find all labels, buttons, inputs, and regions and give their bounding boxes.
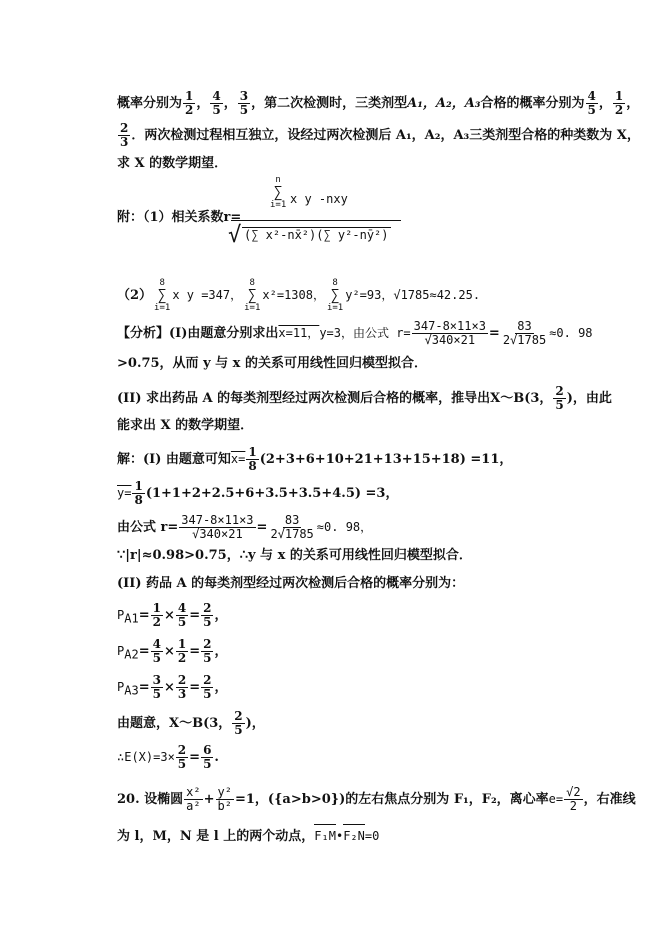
solution-line-1 — [117, 446, 512, 473]
appendix-item-2 — [117, 278, 480, 313]
text: x=11， — [278, 326, 320, 340]
text: >0.75，从而 y 与 x 的关系可用线性回归模型拟合． — [117, 356, 427, 371]
text: y= — [117, 486, 132, 500]
text: ，第二次检测时，三类剂型 — [251, 96, 408, 111]
fraction: $\frac{2}{5}$ — [234, 709, 243, 737]
text: ，右准线 — [583, 792, 636, 807]
fraction: $\frac{1}{2}$ — [185, 89, 194, 117]
fraction: $\frac{\text{y²}}{\text{b²}}$ — [217, 785, 232, 813]
text: (II) 药品 A 的每类剂型经过两次检测后合格的概率分别为： — [117, 576, 465, 591]
fraction: $\frac{2}{5}$ — [177, 743, 187, 771]
fraction: $\frac{2}{5}$ — [203, 673, 212, 701]
fraction: $\frac{4}{5}$ — [212, 89, 221, 117]
formula-numerator — [228, 170, 403, 220]
text: ．两次检测过程相互独立，设经过两次检测后 A₁，A₂，A₃三类剂型合格的种类数为 X， — [131, 128, 640, 143]
text: 解：(I) 由题意可知 — [117, 452, 231, 467]
fraction: $\frac{2}{3}$ — [120, 121, 129, 149]
binomial-line — [117, 710, 265, 737]
appendix-label — [117, 208, 241, 228]
text: y²=93， — [345, 288, 394, 302]
text: 【分析】 — [117, 326, 170, 341]
fraction: $\frac{347-8\times 11\times 3}{√340\times 21}$ — [413, 319, 486, 347]
text: ∴E(X)=3× — [117, 750, 175, 764]
text: 为 l，M，N 是 l 上的两个动点， — [117, 829, 315, 844]
text: ≈0. 98 — [549, 326, 593, 340]
text: √1785≈42.25. — [393, 288, 481, 302]
expectation-line: ∴E(X)=3× $\frac{2}{5}$ = $\frac{6}{5}$ . — [117, 743, 219, 771]
text: (II) 求出药品 A 的每类剂型经过两次检测后合格的概率，推导出X～B(3， — [117, 391, 553, 406]
fraction: $\frac{2}{3}$ — [177, 673, 187, 701]
solution-line-5 — [117, 574, 464, 594]
text: 合格的概率分别为 — [480, 96, 585, 111]
fraction: $\frac{4}{5}$ — [587, 89, 596, 117]
text: 能求出 X 的数学期望． — [117, 418, 254, 433]
text: 附：（1）相关系数r= — [117, 210, 242, 225]
pa2-line: $P_{A2}=$ $\frac{4}{5}$ × $\frac{1}{2}$ = $\frac{2}{5}$ ， — [117, 637, 228, 665]
fraction: $\frac{4}{5}$ — [152, 637, 161, 665]
intro-line-1: 概率分别为 $\frac{1}{2}$ ， $\frac{4}{5}$ ， $\frac{3}{5}$ ，第二次检测时，三类剂型A₁，A₂，A₃合格的概率分别为 $\frac{4}{5}$ ， $\frac{1}{2}$ ， — [117, 89, 640, 117]
sigma: 8 ∑ i=1 — [326, 278, 344, 313]
intro-line-2 — [117, 122, 640, 149]
denominator-text: (∑ x²-nx̄²)(∑ y²-nȳ²) — [244, 228, 389, 242]
text: =1，({a>b>0})的左右焦点分别为 F₁，F₂，离心率 — [234, 792, 549, 807]
text: =0 — [364, 829, 380, 843]
text: 设椭圆 — [144, 792, 184, 807]
fraction: $\frac{\text{x²}}{\text{a²}}$ — [186, 785, 201, 813]
pa3-line: $P_{A3}=$ $\frac{3}{5}$ × $\frac{2}{3}$ = $\frac{2}{5}$ ， — [117, 673, 228, 701]
problem-number: 20. — [117, 792, 140, 807]
text: y=3，由公式 r= — [319, 326, 411, 340]
text: )， — [245, 716, 265, 731]
text: (1+1+2+2.5+6+3.5+3.5+4.5) =3， — [145, 486, 399, 501]
fraction: $\frac{2}{5}$ — [203, 637, 212, 665]
text: x y =347， — [172, 288, 243, 302]
text: ∵|r|≈0.98>0.75，∴y 与 x 的关系可用线性回归模型拟合． — [117, 548, 472, 563]
text: (I)由题意分别求出 — [169, 326, 279, 341]
fraction: $\frac{3}{5}$ — [239, 89, 249, 117]
vector-f1m: F₁M — [314, 824, 336, 846]
text: ≈0. 98， — [316, 520, 373, 534]
text: )，由此 — [566, 391, 612, 406]
analysis-line-4 — [117, 416, 253, 436]
fraction: $\frac{1}{8}$ — [134, 479, 143, 507]
fraction: $\frac{1}{8}$ — [248, 445, 257, 473]
text: x= — [230, 452, 246, 466]
text: 求 X 的数学期望． — [117, 156, 228, 171]
analysis-line-3 — [117, 385, 612, 412]
fraction: $\frac{4}{5}$ — [177, 601, 187, 629]
fraction: $\frac{1}{2}$ — [614, 89, 624, 117]
vector-f2n: F₂N — [343, 824, 365, 846]
text: (2+3+6+10+21+13+15+18) =11， — [259, 452, 513, 467]
fraction: $\frac{2}{5}$ — [555, 384, 564, 412]
text: x²=1308， — [262, 288, 325, 302]
fraction: $\frac{83}{2√1785}$ — [502, 319, 547, 347]
text: （2） — [117, 288, 153, 303]
problem-20-line-1: 20. 设椭圆 $\frac{\text{x²}}{\text{a²}}$ + $\frac{\text{y²}}{\text{b²}}$ =1，({a>b>0})的左右焦点分别为 F₁，F₂，离心率e= $\frac{√2}{2}$ ，右准线 — [117, 785, 636, 813]
solution-line-3: 由公式 r= $\frac{347-8\times 11\times 3}{√340\times 21}$ = $\frac{83}{2√1785}$ ≈0. 98， — [117, 513, 373, 541]
fraction: $\frac{1}{2}$ — [152, 601, 161, 629]
text: 由题意，X～B(3， — [117, 716, 232, 731]
fraction: $\frac{3}{5}$ — [152, 673, 161, 701]
sigma: n ∑ i=1 — [270, 175, 287, 210]
numerator-text: x y -nxy — [290, 192, 348, 206]
sigma: 8 ∑ i=1 — [154, 278, 171, 313]
fraction: $\frac{1}{2}$ — [177, 637, 187, 665]
intro-line-3 — [117, 154, 227, 174]
text: 由公式 r= — [117, 520, 179, 535]
solution-line-2 — [117, 480, 398, 507]
fraction: $\frac{6}{5}$ — [203, 743, 212, 771]
sigma: 8 ∑ i=1 — [244, 278, 261, 313]
problem-20-line-2: 为 l，M，N 是 l 上的两个动点，F₁M•F₂N=0 — [117, 824, 379, 847]
correlation-formula — [228, 170, 403, 251]
fraction: $\frac{2}{5}$ — [203, 601, 212, 629]
text: 概率分别为 — [117, 96, 183, 111]
formula-denominator: √ (∑ x²-nx̄²)(∑ y²-nȳ²) — [228, 223, 389, 248]
analysis-line-1: 【分析】(I)由题意分别求出x=11，y=3，由公式 r= $\frac{347-8\times 11\times 3}{√340\times 21}$ = $\frac{83}{2√1785}$ ≈0. 98 — [117, 319, 593, 347]
fraction: $\frac{√2}{2}$ — [566, 785, 581, 813]
text: A₁，A₂，A₃ — [407, 96, 481, 111]
analysis-line-2 — [117, 354, 427, 374]
pa1-line: $P_{A1}=$ $\frac{1}{2}$ × $\frac{4}{5}$ = $\frac{2}{5}$ ， — [117, 601, 228, 629]
fraction: $\frac{347-8\times 11\times 3}{√340\times 21}$ — [181, 513, 254, 541]
fraction: $\frac{83}{2√1785}$ — [270, 513, 314, 541]
solution-line-4 — [117, 546, 472, 566]
